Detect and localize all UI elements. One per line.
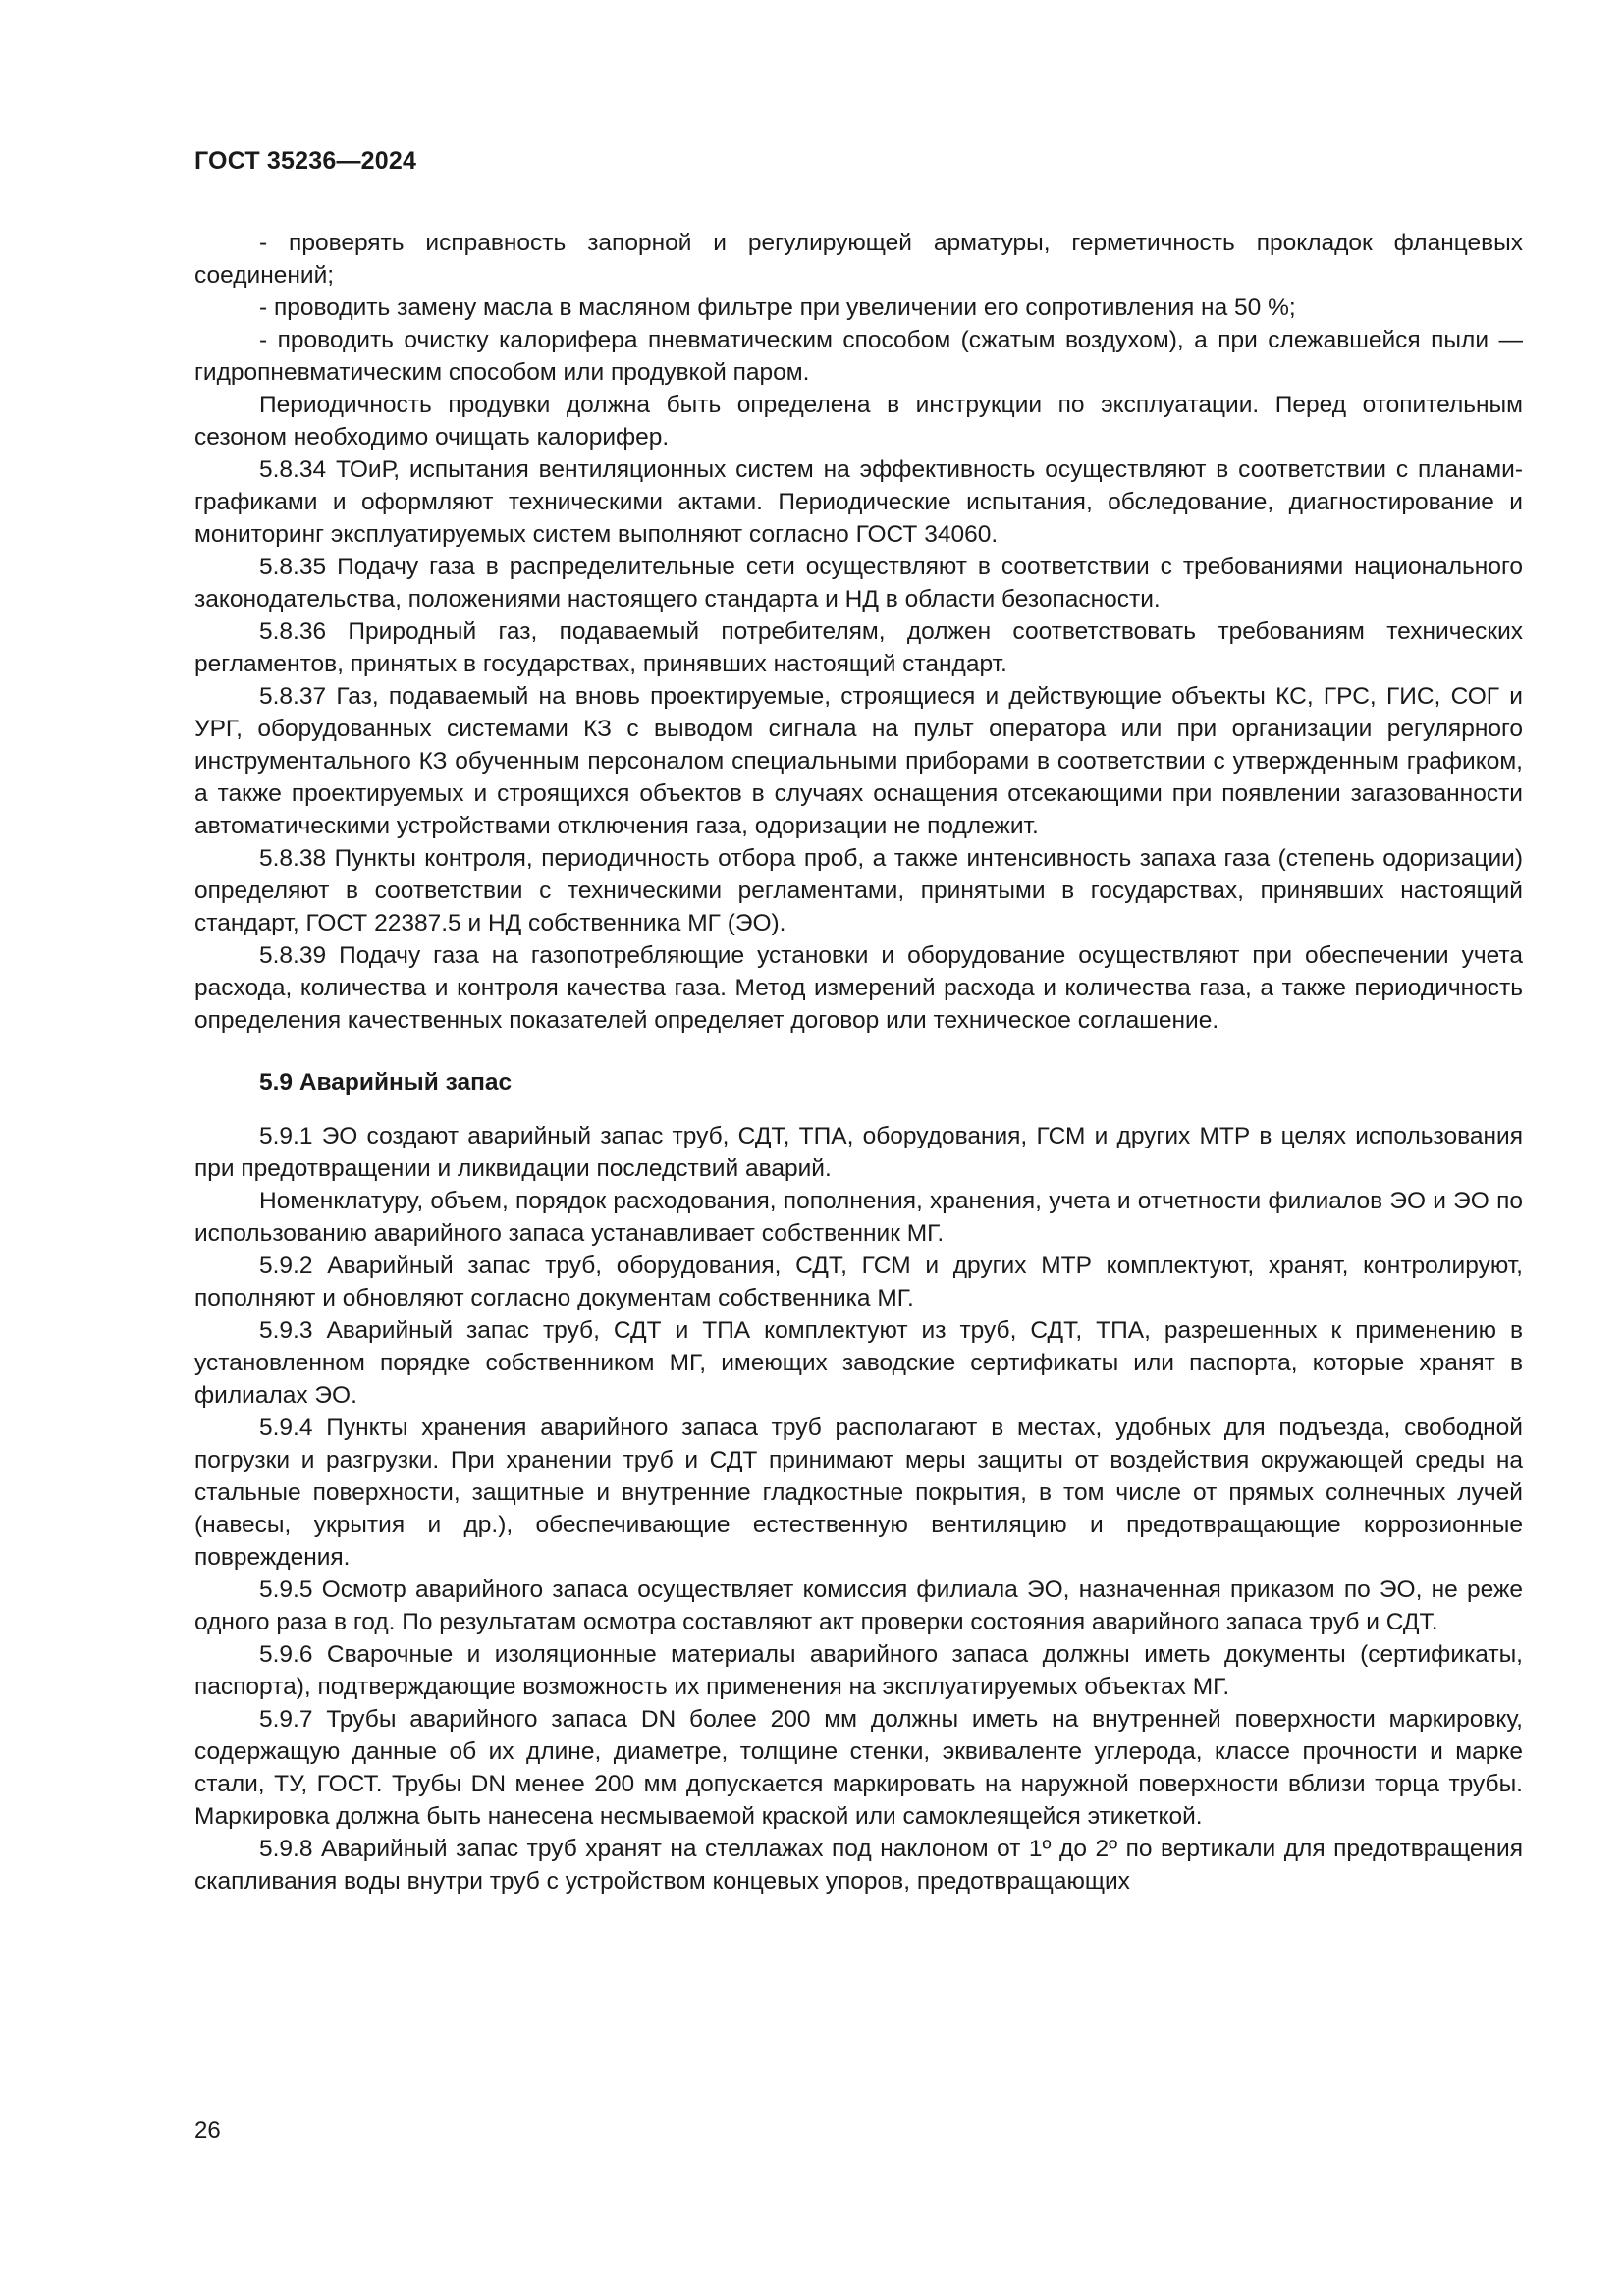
- clause-5-9-7: 5.9.7 Трубы аварийного запаса DN более 200 мм должны иметь на внутренней поверхности маркировку, содержащую данные об их длине, диаметре, толщине стенки, эквиваленте углерода, классе прочности и марке стали, ТУ, ГОСТ. Трубы DN менее 200 мм допускается маркировать на наружной поверхности вблизи торца трубы. Маркировка должна быть нанесена несмываемой краской или самоклеящейся этикеткой.: [194, 1706, 1523, 1830]
- clause-5-8-39: 5.8.39 Подачу газа на газопотребляющие установки и оборудование осуществляют при обеспечении учета расхода, количества и контроля качества газа. Метод измерений расхода и количества газа, а также периодичность определения качественных показателей определяет договор или техническое соглашение.: [194, 942, 1523, 1034]
- clause-5-9-8: 5.9.8 Аварийный запас труб хранят на стеллажах под наклоном от 1º до 2º по вертикали для предотвращения скапливания воды внутри труб с устройством концевых упоров, предотвращающих: [194, 1836, 1523, 1895]
- page-number: 26: [194, 2117, 221, 2144]
- list-item: - проводить очистку калорифера пневматическим способом (сжатым воздухом), а при слежавшейся пыли — гидропневматическим способом или продувкой паром.: [194, 327, 1523, 386]
- clause-5-8-38: 5.8.38 Пункты контроля, периодичность отбора проб, а также интенсивность запаха газа (степень одоризации) определяют в соответствии с техническими регламентами, принятыми в государствах, принявших настоящий стандарт, ГОСТ 22387.5 и НД собственника МГ (ЭО).: [194, 845, 1523, 936]
- paragraph: Номенклатуру, объем, порядок расходования, пополнения, хранения, учета и отчетности филиалов ЭО и ЭО по использованию аварийного запаса устанавливает собственник МГ.: [194, 1188, 1523, 1247]
- section-heading: 5.9 Аварийный запас: [259, 1069, 513, 1095]
- clause-5-8-35: 5.8.35 Подачу газа в распределительные сети осуществляют в соответствии с требованиями национального законодательства, положениями настоящего стандарта и НД в области безопасности.: [194, 554, 1523, 613]
- list-item: - проверять исправность запорной и регулирующей арматуры, герметичность прокладок фланцевых соединений;: [194, 230, 1523, 289]
- clause-5-9-5: 5.9.5 Осмотр аварийного запаса осуществляет комиссия филиала ЭО, назначенная приказом по ЭО, не реже одного раза в год. По результатам осмотра составляют акт проверки состояния аварийного запаса труб и СДТ.: [194, 1576, 1523, 1635]
- clause-5-9-3: 5.9.3 Аварийный запас труб, СДТ и ТПА комплектуют из труб, СДТ, ТПА, разрешенных к применению в установленном порядке собственником МГ, имеющих заводские сертификаты или паспорта, которые хранят в филиалах ЭО.: [194, 1317, 1523, 1409]
- paragraph: Периодичность продувки должна быть определена в инструкции по эксплуатации. Перед отопительным сезоном необходимо очищать калорифер.: [194, 392, 1523, 451]
- clause-5-8-36: 5.8.36 Природный газ, подаваемый потребителям, должен соответствовать требованиям технических регламентов, принятых в государствах, принявших настоящий стандарт.: [194, 618, 1523, 677]
- document-body: [194, 227, 1523, 1897]
- list-item: - проводить замену масла в масляном фильтре при увеличении его сопротивления на 50 %;: [259, 294, 1296, 321]
- clause-5-8-37: 5.8.37 Газ, подаваемый на вновь проектируемые, строящиеся и действующие объекты КС, ГРС, ГИС, СОГ и УРГ, оборудованных системами КЗ с выводом сигнала на пульт оператора или при организации регулярного инструментального КЗ обученным персоналом специальными приборами в соответствии с утвержденным графиком, а также проектируемых и строящихся объектов в случаях оснащения отсекающими при появлении загазованности автоматическими устройствами отключения газа, одоризации не подлежит.: [194, 683, 1523, 839]
- clause-5-8-34: 5.8.34 ТОиР, испытания вентиляционных систем на эффективность осуществляют в соответствии с планами-графиками и оформляют техническими актами. Периодические испытания, обследование, диагностирование и мониторинг эксплуатируемых систем выполняют согласно ГОСТ 34060.: [194, 456, 1523, 548]
- clause-5-9-4: 5.9.4 Пункты хранения аварийного запаса труб располагают в местах, удобных для подъезда, свободной погрузки и разгрузки. При хранении труб и СДТ принимают меры защиты от воздействия окружающей среды на стальные поверхности, защитные и внутренние гладкостные покрытия, в том числе от прямых солнечных лучей (навесы, укрытия и др.), обеспечивающие естественную вентиляцию и предотвращающие коррозионные повреждения.: [194, 1415, 1523, 1571]
- clause-5-9-1: 5.9.1 ЭО создают аварийный запас труб, СДТ, ТПА, оборудования, ГСМ и других МТР в целях использования при предотвращении и ликвидации последствий аварий.: [194, 1123, 1523, 1182]
- clause-5-9-2: 5.9.2 Аварийный запас труб, оборудования, СДТ, ГСМ и других МТР комплектуют, хранят, контролируют, пополняют и обновляют согласно документам собственника МГ.: [194, 1253, 1523, 1311]
- document-header: ГОСТ 35236—2024: [194, 147, 417, 175]
- clause-5-9-6: 5.9.6 Сварочные и изоляционные материалы аварийного запаса должны иметь документы (сертификаты, паспорта), подтверждающие возможность их применения на эксплуатируемых объектах МГ.: [194, 1641, 1523, 1700]
